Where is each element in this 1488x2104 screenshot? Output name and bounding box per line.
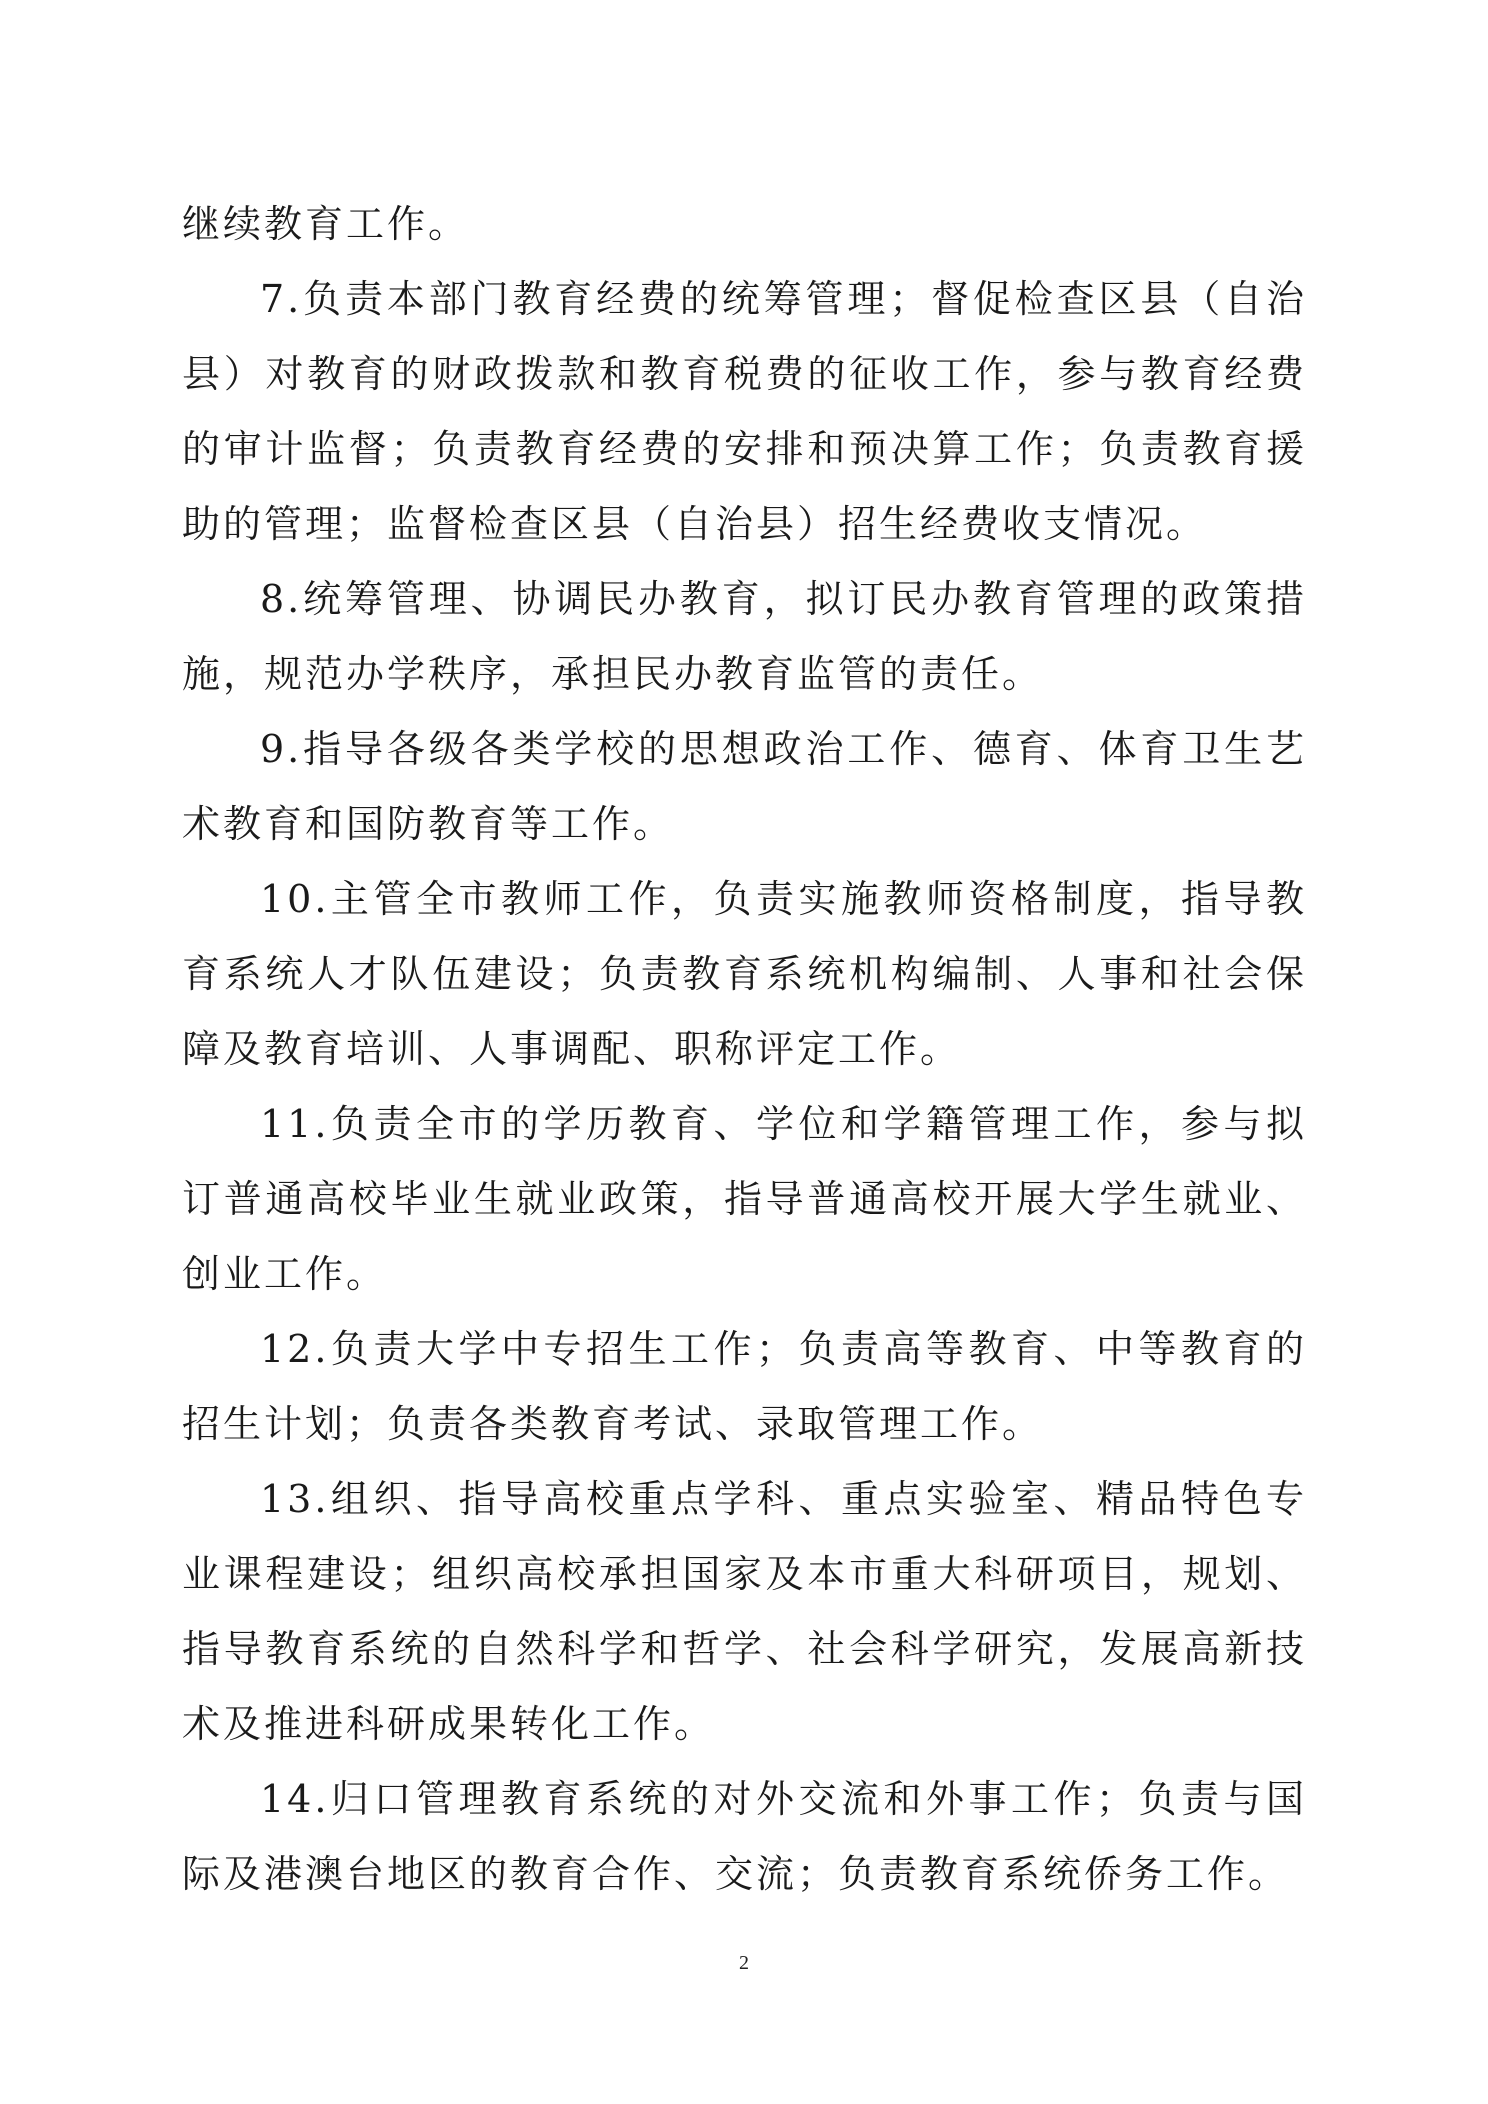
paragraph-item-7: 7.负责本部门教育经费的统筹管理；督促检查区县（自治县）对教育的财政拨款和教育税费的征收工作，参与教育经费的审计监督；负责教育经费的安排和预决算工作；负责教育援助的管理；监督检查区县（自治县）招生经费收支情况。 — [182, 277, 1307, 546]
paragraph-item-11: 11.负责全市的学历教育、学位和学籍管理工作，参与拟订普通高校毕业生就业政策，指导普通高校开展大学生就业、创业工作。 — [182, 1102, 1307, 1296]
paragraph-item-8: 8.统筹管理、协调民办教育，拟订民办教育管理的政策措施，规范办学秩序，承担民办教育监管的责任。 — [182, 577, 1307, 696]
paragraph-item-12: 12.负责大学中专招生工作；负责高等教育、中等教育的招生计划；负责各类教育考试、录取管理工作。 — [182, 1327, 1307, 1446]
paragraph-item-14: 14.归口管理教育系统的对外交流和外事工作；负责与国际及港澳台地区的教育合作、交流；负责教育系统侨务工作。 — [182, 1777, 1307, 1896]
document-body — [182, 0, 1307, 1912]
paragraph-item-10: 10.主管全市教师工作，负责实施教师资格制度，指导教育系统人才队伍建设；负责教育系统机构编制、人事和社会保障及教育培训、人事调配、职称评定工作。 — [182, 877, 1307, 1071]
continuation-line: 继续教育工作。 — [182, 202, 470, 246]
page-number: 2 — [739, 1952, 749, 1974]
paragraph-item-9: 9.指导各级各类学校的思想政治工作、德育、体育卫生艺术教育和国防教育等工作。 — [182, 727, 1307, 846]
paragraph-item-13: 13.组织、指导高校重点学科、重点实验室、精品特色专业课程建设；组织高校承担国家及本市重大科研项目，规划、指导教育系统的自然科学和哲学、社会科学研究，发展高新技术及推进科研成果转化工作。 — [182, 1477, 1307, 1746]
